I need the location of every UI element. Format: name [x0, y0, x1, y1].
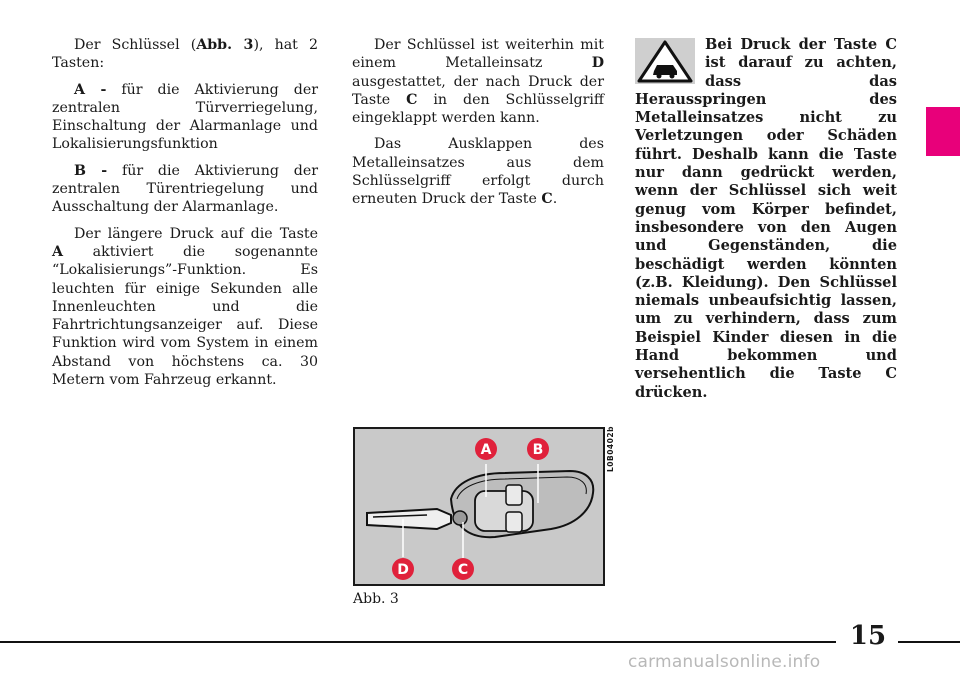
button-panel: [475, 491, 533, 531]
callout-d-label: D: [397, 562, 409, 578]
button-c: [453, 511, 467, 525]
callout-a-label: A: [480, 442, 492, 458]
warning-triangle-icon: [635, 38, 695, 84]
text-column-middle: [352, 36, 604, 217]
figure-code: L0B0402b: [606, 426, 615, 472]
footer-rule-left: [0, 641, 836, 643]
paragraph-metal-insert: Der Schlüssel ist weiterhin mit einem Metalleinsatz D ausgestattet, der nach Druck der Taste C in den Schlüsselgriff eingeklappt werden kann.: [352, 37, 604, 127]
paragraph-button-a: A - für die Aktivierung der zentralen Türverriegelung, Einschaltung der Alarmanlage und Lokalisierungsfunktion: [52, 81, 318, 153]
key-figure: [353, 427, 605, 586]
callout-b-label: B: [532, 442, 544, 458]
watermark: carmanualsonline.info: [628, 652, 821, 672]
metal-insert-blade: [367, 509, 451, 529]
button-b: [506, 512, 522, 532]
paragraph-button-b: B - für die Aktivierung der zentralen Türentriegelung und Ausschaltung der Alarmanlage.: [52, 162, 318, 216]
footer-rule-right: [898, 641, 960, 643]
callout-c-label: C: [457, 562, 469, 578]
section-tab-marker: [926, 107, 960, 156]
key-illustration: [355, 429, 603, 584]
figure-caption: Abb. 3: [353, 591, 399, 607]
page-number: 15: [849, 621, 887, 651]
paragraph-unfold: Das Ausklappen des Metalleinsatzes aus dem Schlüsselgriff erfolgt durch erneuten Druck der Taste C.: [352, 136, 604, 208]
button-a: [506, 485, 522, 505]
warning-text: Bei Druck der Taste C ist darauf zu achten, dass das Herausspringen des Metalleinsatzes nicht zu Verletzungen oder Schäden führt. Deshalb kann die Taste nur dann gedrückt werden, wenn der Schlüssel sich weit genug vom Körper befindet, insbesondere von den Augen und Gegenständen, die beschädigt werden könnten (z.B. Kleidung). Den Schlüssel niemals unbeaufsichtig lassen, um zu verhindern, dass zum Beispiel Kinder diesen in die Hand bekommen und versehentlich die Taste C drücken.: [635, 36, 897, 401]
warning-column: [635, 36, 897, 402]
paragraph-localization: Der längere Druck auf die Taste A aktiviert die sogenannte “Lokalisierungs”-Funktion. Es leuchten für einige Sekunden alle Innenleuchten und die Fahrtrichtungsanzeiger auf. Diese Funktion wird vom System in einem Abstand von höchstens ca. 30 Metern vom Fahrzeug erkannt.: [52, 225, 318, 389]
text-column-left: [52, 36, 318, 397]
paragraph-intro: Der Schlüssel (Abb. 3), hat 2 Tasten:: [52, 37, 318, 72]
